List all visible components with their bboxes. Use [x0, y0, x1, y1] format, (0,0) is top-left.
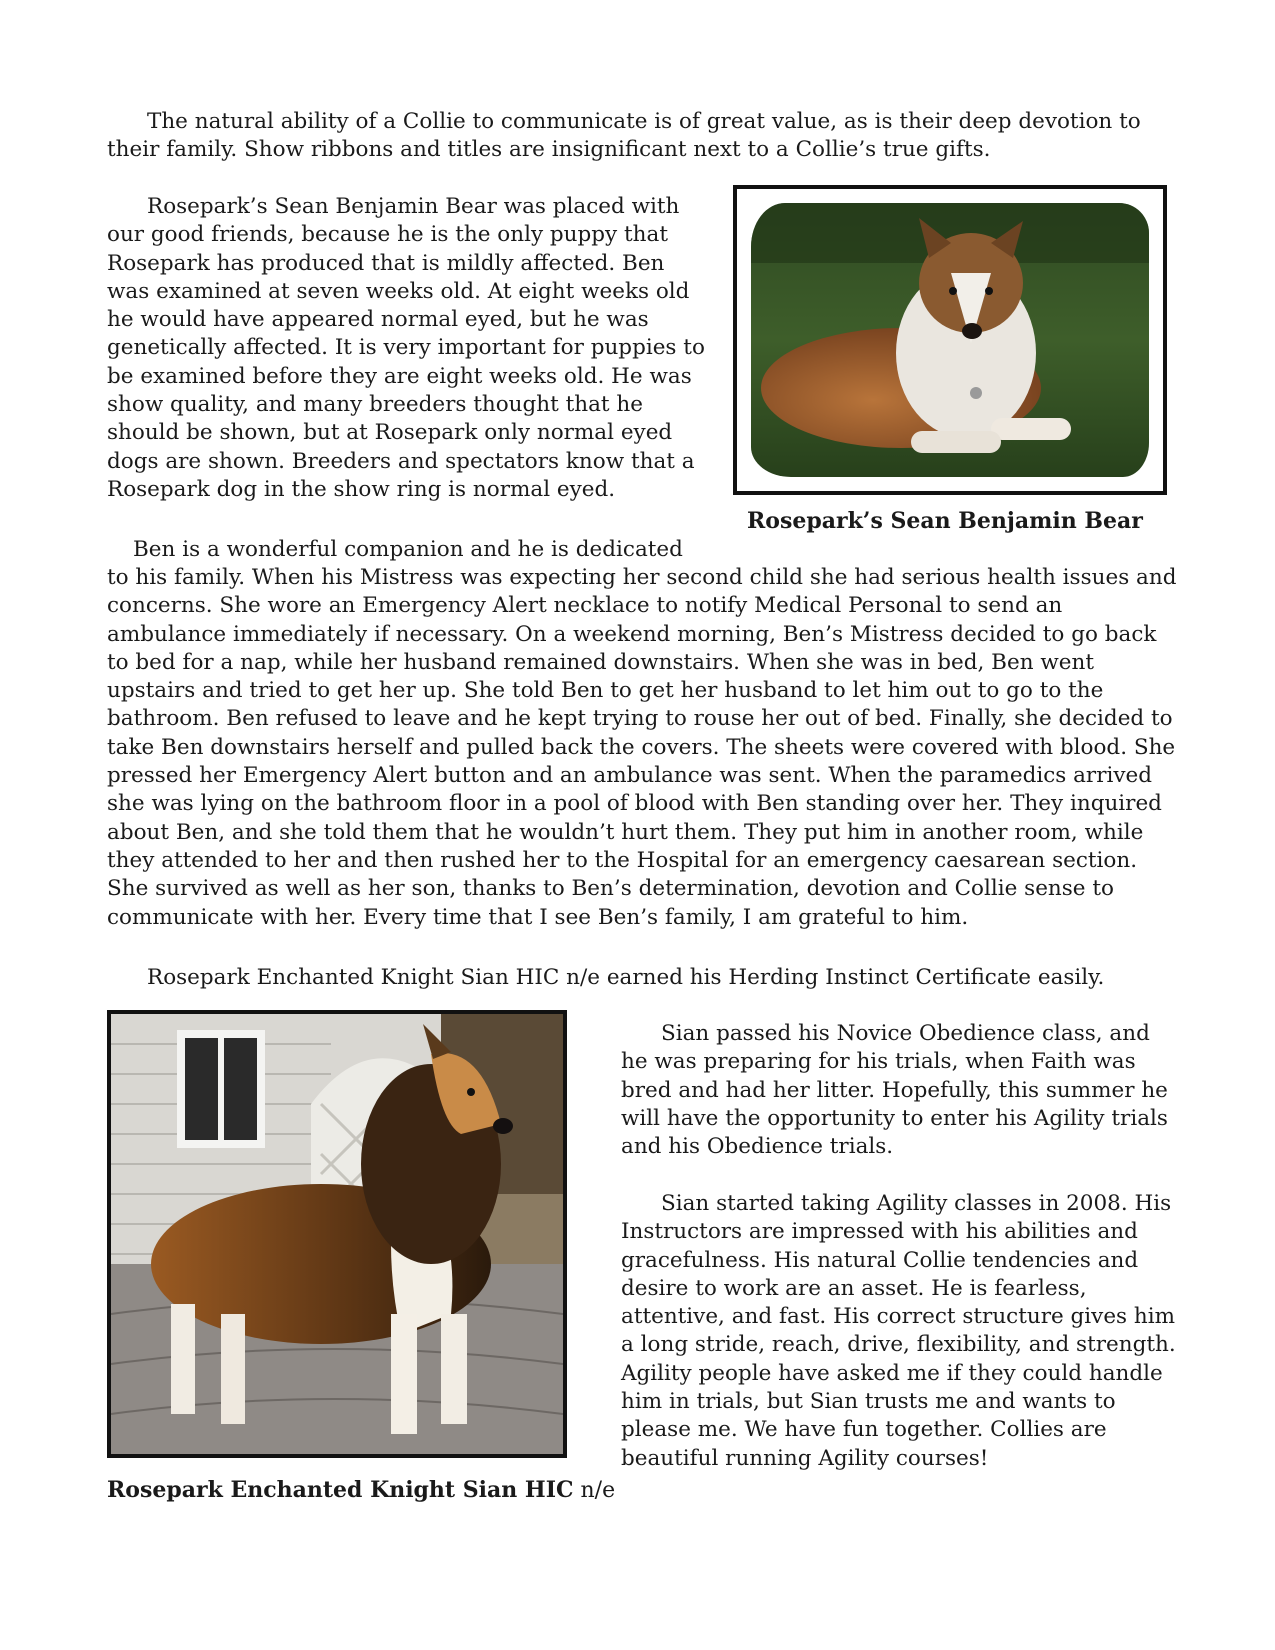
- paragraph-sian-agility: Sian started taking Agility classes in 2008. His Instructors are impressed with his abilities and gracefulness. His natural Collie tendencies and desire to work are an asset. He is fearless, attentive, and fast. His correct structure gives him a long stride, reach, drive, flexibility, and strength. Agility people have asked me if they could handle him in trials, but Sian trusts me and wants to please me. We have fun together. Collies are beautiful running Agility courses!: [621, 1191, 1176, 1471]
- paragraph-sian-herding: Rosepark Enchanted Knight Sian HIC n/e earned his Herding Instinct Certificate easily.: [147, 965, 1105, 990]
- photo-frame-sean-benjamin-bear: [733, 185, 1167, 495]
- photo-enchanted-knight-sian: [111, 1014, 563, 1454]
- paragraph-ben-placement: Rosepark’s Sean Benjamin Bear was placed with our good friends, because he is the only puppy that Rosepark has produced that is mildly affected. Ben was examined at seven weeks old. At eight weeks old he would have appeared normal eyed, but he was genetically affected. It is very important for puppies to be examined before they are eight weeks old. He was show quality, and many breeders thought that he should be shown, but at Rosepark only normal eyed dogs are shown. Breeders and spectators know that a Rosepark dog in the show ring is normal eyed.: [107, 194, 705, 502]
- caption-enchanted-knight-sian: [107, 1477, 615, 1503]
- paragraph-sian-obedience: Sian passed his Novice Obedience class, and he was preparing for his trials, when Faith was bred and had her litter. Hopefully, this summer he will have the opportunity to enter his Agility trials and his Obedience trials.: [621, 1021, 1168, 1160]
- paragraph-ben-story-first-line: Ben is a wonderful companion and he is dedicated: [133, 537, 683, 562]
- caption-sian-suffix: n/e: [573, 1478, 616, 1503]
- paragraph-intro: The natural ability of a Collie to communicate is of great value, as is their deep devotion to their family. Show ribbons and titles are insignificant next to a Collie’s true gifts.: [107, 109, 1141, 163]
- photo-sean-benjamin-bear: [751, 203, 1149, 477]
- paragraph-ben-story: to his family. When his Mistress was expecting her second child she had serious health issues and concerns. She wore an Emergency Alert necklace to notify Medical Personal to send an ambulance immediately if necessary. On a weekend morning, Ben’s Mistress decided to go back to bed for a nap, while her husband remained downstairs. When she was in bed, Ben went upstairs and tried to get her up. She told Ben to get her husband to let him out to go to the bathroom. Ben refused to leave and he kept trying to rouse her out of bed. Finally, she decided to take Ben downstairs herself and pulled back the covers. The sheets were covered with blood. She pressed her Emergency Alert button and an ambulance was sent. When the paramedics arrived she was lying on the bathroom floor in a pool of blood with Ben standing over her. They inquired about Ben, and she told them that he wouldn’t hurt them. They put him in another room, while they attended to her and then rushed her to the Hospital for an emergency caesarean section. She survived as well as her son, thanks to Ben’s determination, devotion and Collie sense to communicate with her. Every time that I see Ben’s family, I am grateful to him.: [107, 565, 1177, 930]
- caption-sean-benjamin-bear: Rosepark’s Sean Benjamin Bear: [747, 508, 1143, 534]
- caption-sian-name: Rosepark Enchanted Knight Sian HIC: [107, 1477, 574, 1503]
- photo-frame-enchanted-knight-sian: [107, 1010, 567, 1458]
